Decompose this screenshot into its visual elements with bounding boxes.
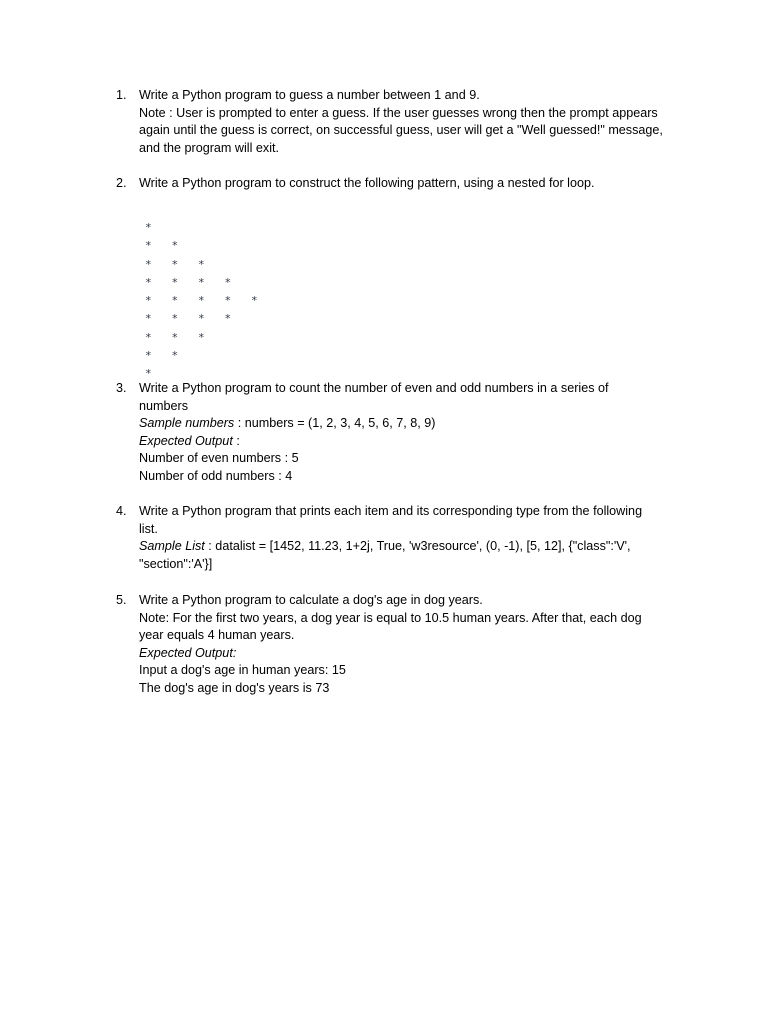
pattern-row: * * * * xyxy=(145,275,232,289)
output-line: Number of odd numbers : 4 xyxy=(139,468,293,483)
exercise-title: Write a Python program to calculate a dog's age in dog years. xyxy=(139,593,483,607)
star-pattern xyxy=(145,219,258,384)
sample-line xyxy=(139,415,679,433)
pattern-row: * xyxy=(145,221,152,234)
pattern-row: * * * xyxy=(145,330,205,344)
exercise-title: numbers xyxy=(139,398,188,413)
note-line: Note : User is prompted to enter a guess. If the user guesses wrong then the prompt appears xyxy=(139,105,658,120)
pattern-row: * * * xyxy=(145,257,205,271)
note-line: and the program will exit. xyxy=(139,140,279,155)
pattern-row: * * * * * xyxy=(145,294,258,308)
expected-label: Expected Output: xyxy=(139,645,237,660)
pattern-row: * * xyxy=(145,349,179,363)
sample-label: Sample List xyxy=(139,539,205,554)
exercise-number: 4. xyxy=(116,504,127,518)
pattern-row: * * xyxy=(145,239,179,253)
sample-label: Sample numbers xyxy=(139,416,235,431)
exercise-number: 5. xyxy=(116,593,127,607)
note-line: again until the guess is correct, on successful guess, user will get a "Well guessed!" message, xyxy=(139,123,663,138)
exercise-title: Write a Python program to construct the following pattern, using a nested for loop. xyxy=(139,176,595,190)
exercise-text xyxy=(139,175,679,193)
expected-label: Expected Output xyxy=(139,433,233,448)
note-line: year equals 4 human years. xyxy=(139,628,295,643)
expected-suffix: : xyxy=(232,433,240,448)
exercise-number: 1. xyxy=(116,88,127,102)
exercise-number: 2. xyxy=(116,176,127,190)
note-line: Note: For the first two years, a dog year is equal to 10.5 human years. After that, each dog xyxy=(139,610,642,625)
sample-line xyxy=(139,538,679,556)
expected-line xyxy=(139,433,679,451)
exercise-text xyxy=(139,87,679,157)
pattern-row: * xyxy=(145,367,152,381)
exercise-text xyxy=(139,380,679,486)
sample-value: : numbers = (1, 2, 3, 4, 5, 6, 7, 8, 9) xyxy=(234,416,436,431)
sample-value: : datalist = [1452, 11.23, 1+2j, True, 'w3resource', (0, -1), [5, 12], {"class":'V', xyxy=(204,539,631,554)
sample-value-continued: "section":'A'}] xyxy=(139,556,213,571)
exercise-text xyxy=(139,503,679,573)
exercise-title: list. xyxy=(139,521,158,536)
exercise-title: Write a Python program that prints each item and its corresponding type from the following xyxy=(139,504,643,518)
exercise-title: Write a Python program to guess a number between 1 and 9. xyxy=(139,88,480,102)
exercise-title: Write a Python program to count the number of even and odd numbers in a series of xyxy=(139,381,609,395)
output-line: Number of even numbers : 5 xyxy=(139,451,299,466)
pattern-row: * * * * xyxy=(145,312,232,326)
output-line: The dog's age in dog's years is 73 xyxy=(139,680,330,695)
exercise-text xyxy=(139,592,679,698)
exercise-number: 3. xyxy=(116,381,127,395)
output-line: Input a dog's age in human years: 15 xyxy=(139,663,346,678)
